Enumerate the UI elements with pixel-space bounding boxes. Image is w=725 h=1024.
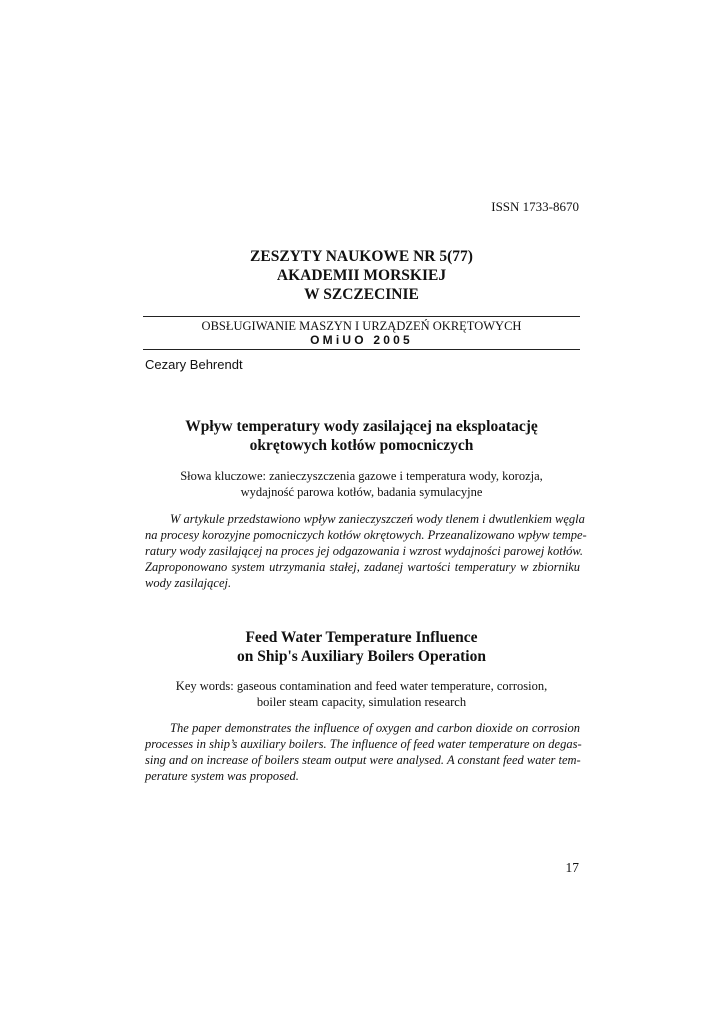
author: Cezary Behrendt [145,357,243,372]
title-polish [143,417,580,455]
issn: ISSN 1733-8670 [491,199,579,214]
abstract-polish-line: Zaproponowano system utrzymania stałej, zadanej wartości temperatury w zbiorniku [145,560,580,574]
keywords-polish-line: wydajność parowa kotłów, badania symulacyjne [240,485,483,499]
divider-bottom [143,349,580,350]
series-code: OMiUO 2005 [310,333,413,347]
abstract-english [145,720,580,784]
keywords-english [143,678,580,710]
keywords-polish-line: Słowa kluczowe: zanieczyszczenia gazowe i temperatura wody, korozja, [180,469,543,483]
title-polish-line: Wpływ temperatury wody zasilającej na eksploatację [185,418,538,435]
journal-title-line: W SZCZECINIE [304,286,419,303]
page-number: 17 [565,860,579,875]
abstract-polish-line: wody zasilającej. [145,576,232,590]
abstract-english-line: perature system was proposed. [145,769,299,783]
series-name: OBSŁUGIWANIE MASZYN I URZĄDZEŃ OKRĘTOWYCH [201,319,522,333]
title-polish-line: okrętowych kotłów pomocniczych [249,437,474,454]
title-english-line: Feed Water Temperature Influence [245,629,478,646]
abstract-english-line: sing and on increase of boilers steam output were analysed. A constant feed water tem- [145,753,581,767]
abstract-polish-line: W artykule przedstawiono wpływ zanieczyszczeń wody tlenem i dwutlenkiem węgla [170,512,585,526]
abstract-english-line: The paper demonstrates the influence of oxygen and carbon dioxide on corrosion [170,721,580,735]
keywords-polish [143,468,580,500]
title-english [143,628,580,666]
journal-title [143,247,580,304]
abstract-polish-line: na procesy korozyjne pomocniczych kotłów okrętowych. Przeanalizowano wpływ tempe- [145,528,587,542]
keywords-english-line: boiler steam capacity, simulation research [256,695,467,709]
keywords-english-line: Key words: gaseous contamination and feed water temperature, corrosion, [175,679,548,693]
abstract-english-line: processes in ship’s auxiliary boilers. The influence of feed water temperature on degas- [145,737,582,751]
abstract-polish [145,511,587,591]
journal-title-line: AKADEMII MORSKIEJ [276,267,447,284]
divider-top [143,316,580,317]
journal-title-line: ZESZYTY NAUKOWE NR 5(77) [250,248,473,265]
abstract-polish-line: ratury wody zasilającej na proces jej odgazowania i wzrost wydajności parowej kotłów. [145,544,583,558]
title-english-line: on Ship's Auxiliary Boilers Operation [237,648,486,665]
